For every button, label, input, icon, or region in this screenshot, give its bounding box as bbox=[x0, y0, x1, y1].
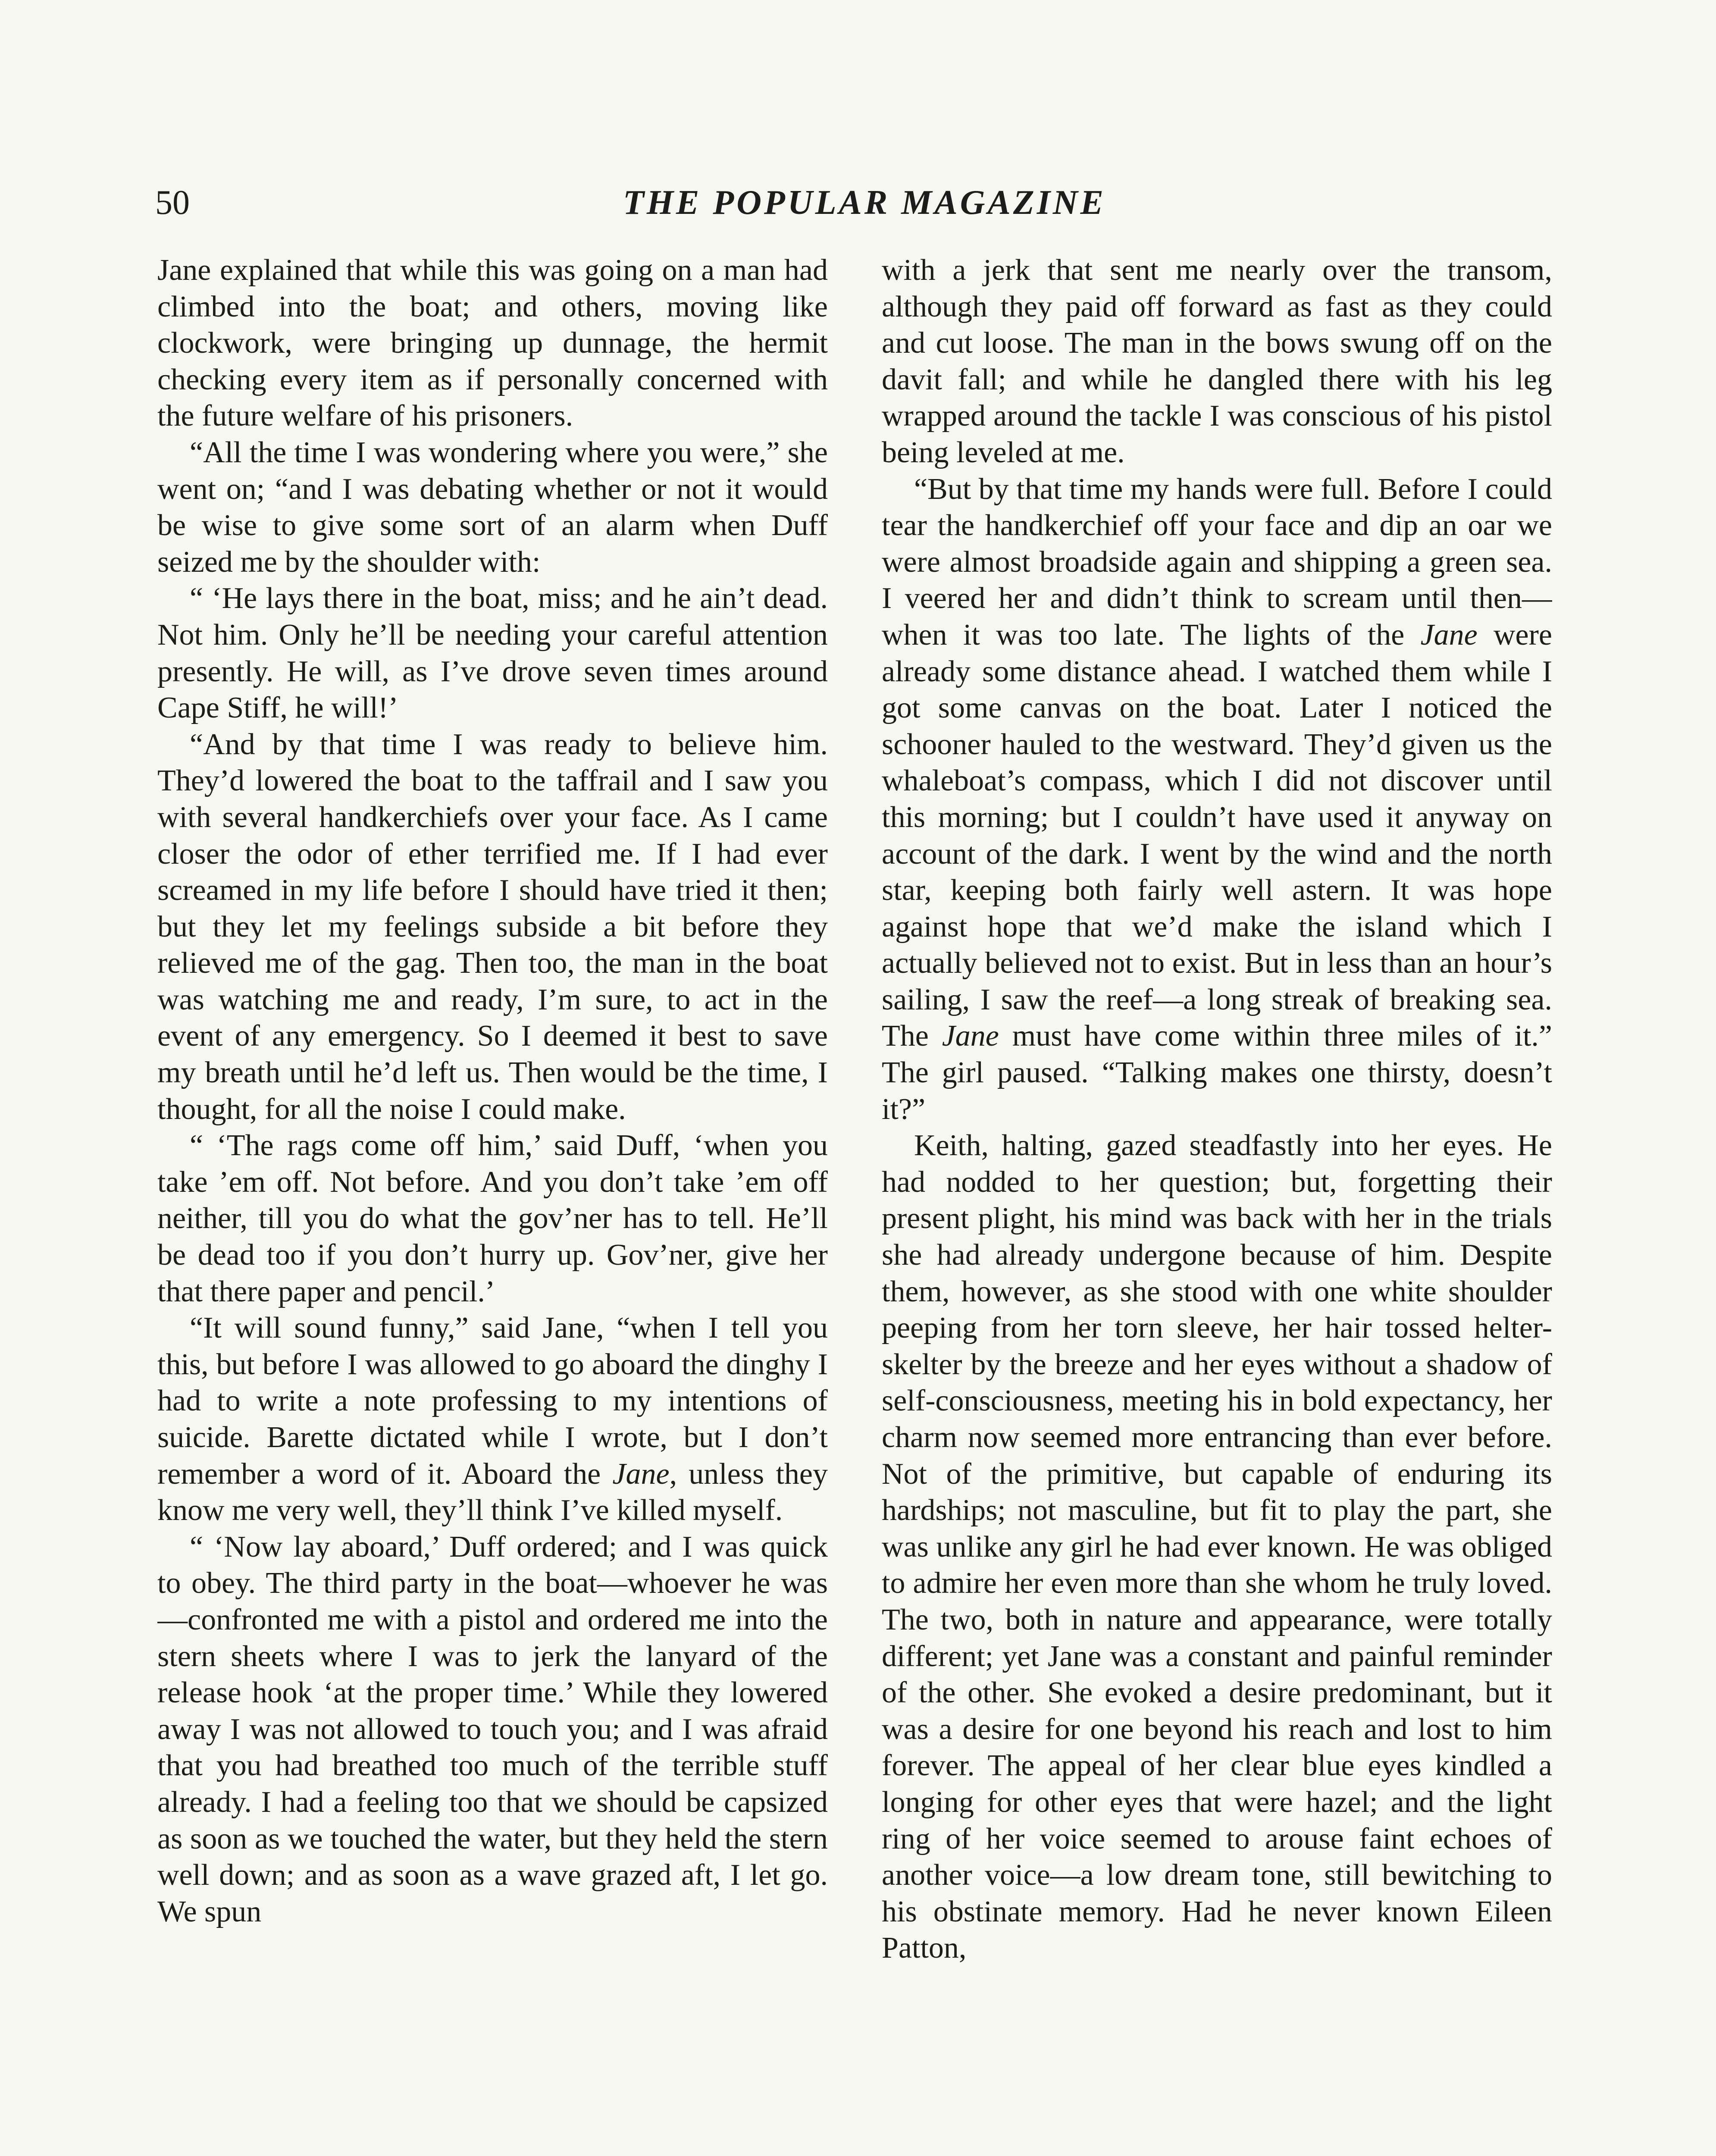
paragraph: “ ‘Now lay aboard,’ Duff ordered; and I was quick to obey. The third party in the boat—whoever he was—confronted me with a pistol and ordered me into the stern sheets where I was to jerk the lanyard of the release hook ‘at the proper time.’ While they lowered away I was not allowed to touch you; and I was afraid that you had breathed too much of the terrible stuff already. I had a feeling too that we should be capsized as soon as we touched the water, but they held the stern well down; and as soon as a wave grazed aft, I let go. We spun bbox=[157, 1530, 828, 1928]
paragraph: “ ‘He lays there in the boat, miss; and he ain’t dead. Not him. Only he’ll be needing your careful attention presently. He will, as I’ve drove seven times around Cape Stiff, he will!’ bbox=[157, 582, 828, 725]
paragraph: “It will sound funny,” said Jane, “when I tell you this, but before I was allowed to go aboard the dinghy I had to write a note professing to my intentions of suicide. Barette dictated while I wrote, but I don’t remember a word of it. Aboard the Jane, unless they know me very well, they’ll think I’ve killed myself. bbox=[157, 1311, 828, 1527]
paragraph: with a jerk that sent me nearly over the transom, although they paid off forward as fast as they could and cut loose. The man in the bows swung off on the davit fall; and while he dangled there with his leg wrapped around the tackle I was conscious of his pistol being leveled at me. bbox=[882, 254, 1552, 469]
right-column bbox=[882, 252, 1552, 2156]
paragraph: Jane explained that while this was going on a man had climbed into the boat; and others, moving like clockwork, were bringing up dunnage, the hermit checking every item as if personally concerned with the future welfare of his prisoners. bbox=[157, 254, 828, 433]
paragraph: “And by that time I was ready to believe him. They’d lowered the boat to the taffrail and I saw you with several handkerchiefs over your face. As I came closer the odor of ether terrified me. If I had ever screamed in my life before I should have tried it then; but they let my feelings subside a bit before they relieved me of the gag. Then too, the man in the boat was watching me and ready, I’m sure, to act in the event of any emergency. So I deemed it best to save my breath until he’d left us. Then would be the time, I thought, for all the noise I could make. bbox=[157, 727, 828, 1126]
page-number: 50 bbox=[155, 184, 190, 222]
left-column bbox=[157, 252, 828, 2156]
paragraph: Keith, halting, gazed steadfastly into her eyes. He had nodded to her question; but, forgetting their present plight, his mind was back with her in the trials she had already undergone because of him. Despite them, however, as she stood with one white shoulder peeping from her torn sleeve, her hair tossed helter-skelter by the breeze and her eyes without a shadow of self-consciousness, meeting his in bold expectancy, her charm now seemed more entrancing than ever before. Not of the primitive, but capable of enduring its hardships; not masculine, but fit to play the part, she was unlike any girl he had ever known. He was obliged to admire her even more than she whom he truly loved. The two, both in nature and appearance, were totally different; yet Jane was a constant and painful reminder of the other. She evoked a desire predominant, but it was a desire for one beyond his reach and lost to him forever. The appeal of her clear blue eyes kindled a longing for other eyes that were hazel; and the light ring of her voice seemed to arouse faint echoes of another voice—a low dream tone, still bewitching to his obstinate memory. Had he never known Eileen Patton, bbox=[882, 1129, 1552, 1965]
running-head: THE POPULAR MAGAZINE bbox=[623, 184, 1106, 222]
paragraph: “ ‘The rags come off him,’ said Duff, ‘when you take ’em off. Not before. And you don’t take ’em off neither, till you do what the gov’ner has to tell. He’ll be dead too if you don’t hurry up. Gov’ner, give her that there paper and pencil.’ bbox=[157, 1129, 828, 1308]
paragraph: “All the time I was wondering where you were,” she went on; “and I was debating whether or not it would be wise to give some sort of an alarm when Duff seized me by the shoulder with: bbox=[157, 436, 828, 579]
paragraph: “But by that time my hands were full. Before I could tear the handkerchief off your face and dip an oar we were almost broadside again and shipping a green sea. I veered her and didn’t think to scream until then—when it was too late. The lights of the Jane were already some distance ahead. I watched them while I got some canvas on the boat. Later I noticed the schooner hauled to the westward. They’d given us the whaleboat’s compass, which I did not discover until this morning; but I couldn’t have used it anyway on account of the dark. I went by the wind and the north star, keeping both fairly well astern. It was hope against hope that we’d make the island which I actually believed not to exist. But in less than an hour’s sailing, I saw the reef—a long streak of breaking sea. The Jane must have come within three miles of it.” The girl paused. “Talking makes one thirsty, doesn’t it?” bbox=[882, 472, 1552, 1126]
page-header bbox=[155, 172, 1574, 233]
